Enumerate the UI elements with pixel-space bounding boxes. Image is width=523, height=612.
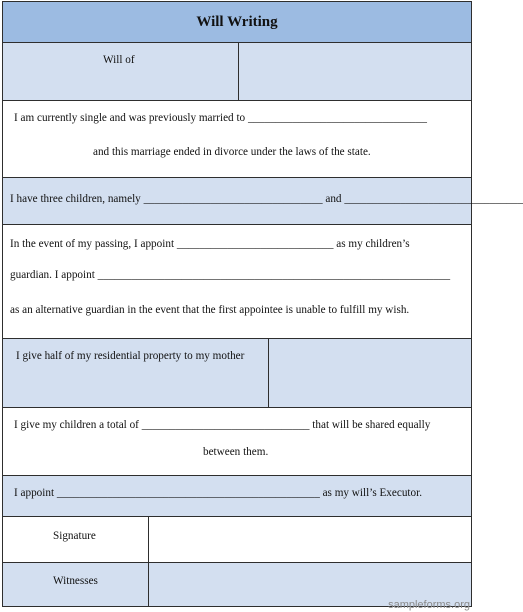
child-name-blank-1[interactable]: ________________________________ [143,193,323,205]
title-bar [3,2,471,43]
guardian-line1-end: as my children’s [336,238,410,250]
gift-line2: between them. [203,446,269,458]
guardian-line1-text: In the event of my passing, I appoint [10,238,175,250]
children-row [3,178,523,225]
gift-row [3,408,471,476]
gift-amount-blank[interactable]: ______________________________ [141,419,310,431]
guardian-line3: as an alternative guardian in the event that the first appointee is unable to fulfill my wish. [10,304,410,316]
signature-row [3,517,471,563]
property-label-cell [3,339,269,407]
gift-line1-text: I give my children a total of [14,419,139,431]
will-of-row [3,43,471,101]
signature-label: Signature [53,530,96,542]
watermark: sampleforms.org [388,599,470,611]
will-of-label-cell [3,43,239,100]
previous-marriage-line1: I am currently single and was previously married to [14,112,246,124]
children-text [10,193,523,205]
gift-line1 [14,419,430,431]
children-and: and [325,193,342,205]
previous-marriage-text [14,112,427,124]
executor-label: I appoint [14,487,55,499]
will-writing-form [2,1,523,607]
property-text: I give half of my residential property to my mother [16,350,245,362]
executor-text [14,487,422,499]
guardian-line2-text: guardian. I appoint [10,269,95,281]
will-of-field[interactable] [239,43,471,100]
guardian-row [3,225,471,339]
previous-marriage-row [3,101,471,178]
witnesses-label-cell [3,563,149,606]
executor-row [3,476,471,517]
alternative-guardian-blank[interactable]: _______________________________________________________________ [97,269,451,281]
executor-blank[interactable]: _______________________________________________ [56,487,320,499]
former-spouse-blank[interactable]: ________________________________ [247,112,427,124]
child-name-blank-2[interactable]: ________________________________ [344,193,523,205]
signature-field[interactable] [149,517,471,562]
divorce-text: and this marriage ended in divorce under the laws of the state. [93,146,371,158]
will-of-label: Will of [103,54,135,66]
guardian-line1 [10,238,410,250]
children-label: I have three children, namely [10,193,141,205]
gift-line1-end: that will be shared equally [312,419,431,431]
guardian-line2 [10,269,450,281]
property-field[interactable] [269,339,471,407]
form-title: Will Writing [196,14,278,30]
witnesses-label: Witnesses [53,575,98,587]
signature-label-cell [3,517,149,562]
executor-end: as my will’s Executor. [322,487,423,499]
property-row [3,339,471,408]
guardian-blank[interactable]: ____________________________ [176,238,334,250]
